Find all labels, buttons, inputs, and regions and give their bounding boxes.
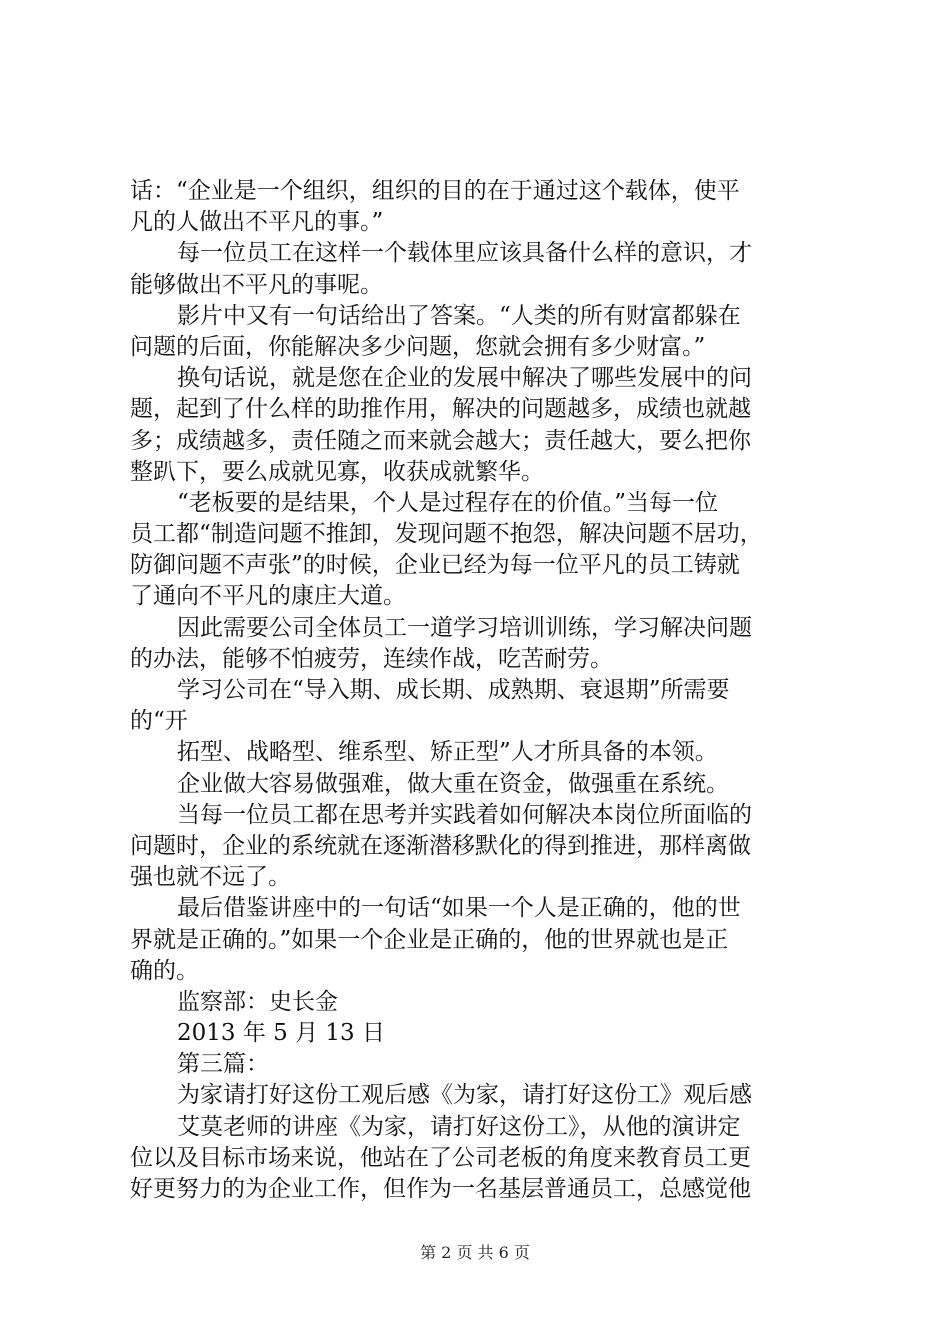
text-line: 换句话说，就是您在企业的发展中解决了哪些发展中的问 [177, 365, 752, 392]
text-line: 防御问题不声张”的时候，企业已经为每一位平凡的员工铸就 [130, 552, 740, 579]
text-line: 的办法，能够不怕疲劳，连续作战，吃苦耐劳。 [130, 645, 613, 672]
text-line: 第三篇： [177, 1051, 269, 1078]
text-line: 好更努力的为企业工作，但作为一名基层普通员工，总感觉他 [130, 1176, 751, 1202]
text-line: 确的。 [130, 957, 199, 984]
text-line: 问题的后面，你能解决多少问题，您就会拥有多少财富。” [130, 333, 706, 360]
text-line: 的“开 [130, 708, 188, 735]
text-line: 最后借鉴讲座中的一句话“如果一个人是正确的，他的世 [177, 895, 741, 922]
text-line: 话：“企业是一个组织，组织的目的在于通过这个载体，使平 [130, 178, 740, 204]
text-line: 当每一位员工都在思考并实践着如何解决本岗位所面临的 [177, 801, 752, 828]
text-line: 整趴下，要么成就见寡，收获成就繁华。 [130, 458, 544, 485]
text-line: 能够做出不平凡的事呢。 [130, 271, 383, 298]
page-footer: 第 2 页 共 6 页 [420, 1243, 530, 1262]
text-line: 问题时，企业的系统就在逐渐潜移默化的得到推进，那样离做 [130, 832, 751, 859]
text-line: 2013 年 5 月 13 日 [177, 1020, 385, 1047]
text-line: 为家请打好这份工观后感《为家，请打好这份工》观后感 [177, 1082, 752, 1109]
text-line: 影片中又有一句话给出了答案。“人类的所有财富都躲在 [177, 302, 741, 329]
text-line: 界就是正确的。”如果一个企业是正确的，他的世界就也是正 [130, 926, 729, 953]
text-line: 凡的人做出不平凡的事。” [130, 209, 384, 236]
text-line: 因此需要公司全体员工一道学习培训训练，学习解决问题 [177, 614, 752, 641]
text-line: 了通向不平凡的康庄大道。 [130, 583, 406, 610]
text-line: 题，起到了什么样的助推作用，解决的问题越多，成绩也就越 [130, 396, 751, 423]
text-line: 拓型、战略型、维系型、矫正型”人才所具备的本领。 [177, 739, 718, 766]
document-body [130, 176, 840, 1205]
text-line: 学习公司在“导入期、成长期、成熟期、衰退期”所需要 [177, 677, 730, 703]
text-line: 强也就不远了。 [130, 864, 291, 891]
text-line: 位以及目标市场来说，他站在了公司老板的角度来教育员工更 [130, 1144, 751, 1171]
text-line: 企业做大容易做强难，做大重在资金，做强重在系统。 [177, 770, 729, 797]
text-line: 每一位员工在这样一个载体里应该具备什么样的意识，才 [177, 240, 752, 267]
text-line: 艾莫老师的讲座《为家，请打好这份工》，从他的演讲定 [177, 1113, 741, 1140]
text-line: “老板要的是结果，个人是过程存在的价值。”当每一位 [177, 489, 719, 516]
text-line: 多；成绩越多，责任随之而来就会越大；责任越大，要么把你 [130, 427, 751, 454]
text-line: 监察部：史长金 [177, 988, 338, 1015]
text-line: 员工都“制造问题不推卸，发现问题不抱怨，解决问题不居功， [130, 521, 763, 548]
